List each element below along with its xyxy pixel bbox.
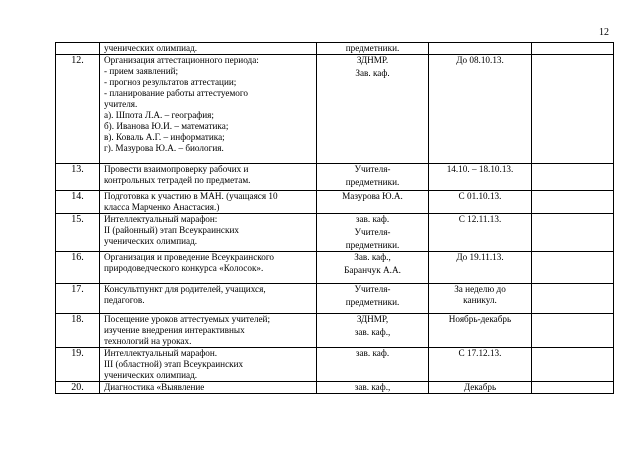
note-cell (532, 191, 614, 214)
note-cell (532, 252, 614, 284)
table-row (56, 382, 614, 394)
task-cell-line: контрольных тетрадей по предметам. (104, 175, 251, 185)
responsible-cell (317, 191, 429, 214)
responsible-cell (317, 314, 429, 348)
responsible-cell (317, 252, 429, 284)
row-number: 16. (56, 252, 100, 284)
row-number: 14. (56, 191, 100, 214)
task-cell-line: Организация и проведение Всеукраинского (104, 252, 275, 262)
responsible-cell (317, 164, 429, 191)
task-cell-line: ученических олимпиад. (104, 43, 198, 53)
note-cell (532, 55, 614, 164)
row-number: 17. (56, 284, 100, 314)
task-cell-line: Интеллектуальный марафон. (104, 348, 218, 358)
deadline-cell-line: каникул. (463, 295, 497, 305)
responsible-cell-line: зав. каф. (355, 214, 390, 224)
task-cell-line: - прием заявлений; (104, 66, 179, 76)
row-number: 18. (56, 314, 100, 348)
task-cell-line: Организация аттестационного периода: (104, 55, 259, 65)
responsible-cell (317, 348, 429, 382)
row-number: 13. (56, 164, 100, 191)
responsible-cell (317, 55, 429, 164)
task-cell-line: - планирование работы аттестуемого (104, 88, 249, 98)
deadline-cell (429, 214, 532, 252)
task-cell-line: Интеллектуальный марафон: (104, 214, 218, 224)
row-number: 15. (56, 214, 100, 252)
responsible-cell-line: Зав. каф., (354, 252, 391, 262)
row-number: 12. (56, 55, 100, 164)
task-cell (100, 214, 317, 252)
deadline-cell-line: С 12.11.13. (458, 214, 502, 224)
work-plan-table (55, 42, 614, 394)
task-cell (100, 252, 317, 284)
responsible-cell-line: предметники. (345, 43, 400, 53)
task-cell-line: в). Коваль А.Г. – информатика; (104, 132, 225, 142)
deadline-cell (429, 284, 532, 314)
table-row (56, 252, 614, 284)
note-cell (532, 214, 614, 252)
responsible-cell-line: предметники. (345, 240, 400, 250)
deadline-cell (429, 55, 532, 164)
task-cell-line: ученических олимпиад. (104, 236, 198, 246)
deadline-cell-line: Декабрь (463, 382, 497, 392)
task-cell-line: технологий на уроках. (104, 336, 192, 346)
note-cell (532, 348, 614, 382)
task-cell (100, 191, 317, 214)
deadline-cell-line: За неделю до (454, 284, 506, 294)
task-cell-line: III (областной) этап Всеукраинских (104, 359, 244, 369)
note-cell (532, 314, 614, 348)
task-cell (100, 55, 317, 164)
task-cell-line: класса Марченко Анастасия.) (104, 202, 220, 212)
responsible-cell-line: зав. каф., (354, 382, 391, 392)
page-number: 12 (599, 27, 609, 38)
task-cell-line: II (районный) этап Всеукраинских (104, 225, 239, 235)
task-cell-line: изучение внедрения интерактивных (104, 325, 245, 335)
task-cell-line: Консультпункт для родителей, учащихся, (104, 284, 266, 294)
responsible-cell-line: ЗДНМР, (356, 314, 389, 324)
task-cell (100, 348, 317, 382)
row-number: 20. (56, 382, 100, 394)
note-cell (532, 382, 614, 394)
note-cell (532, 284, 614, 314)
task-cell-line: г). Мазурова Ю.А. – биология. (104, 143, 224, 153)
deadline-cell-line: До 19.11.13. (456, 252, 504, 262)
table-row (56, 284, 614, 314)
deadline-cell-line: С 17.12.13. (458, 348, 502, 358)
row-number: 19. (56, 348, 100, 382)
deadline-cell-line: С 01.10.13. (458, 191, 502, 201)
responsible-cell (317, 214, 429, 252)
task-cell-line: Провести взаимопроверку рабочих и (104, 164, 249, 174)
table-row (56, 214, 614, 252)
responsible-cell-line: ЗДНМР. (356, 55, 389, 65)
task-cell-line: ученических олимпиад. (104, 370, 198, 380)
table-row (56, 191, 614, 214)
task-cell-line: педагогов. (104, 295, 145, 305)
task-cell (100, 164, 317, 191)
responsible-cell-line: Учителя- (354, 284, 391, 294)
table-row (56, 43, 614, 55)
table-row (56, 348, 614, 382)
task-cell-line: природоведческого конкурса «Колосок». (104, 263, 264, 273)
task-cell-line: Подготовка к участию в МАН. (учащаяся 10 (104, 191, 278, 201)
deadline-cell (429, 314, 532, 348)
task-cell-line: учителя. (104, 99, 138, 109)
deadline-cell-line: До 08.10.13. (456, 55, 504, 65)
responsible-cell-line: Баранчук А.А. (344, 265, 401, 275)
deadline-cell (429, 252, 532, 284)
deadline-cell (429, 43, 532, 55)
work-plan-body (56, 43, 614, 394)
deadline-cell (429, 348, 532, 382)
responsible-cell (317, 43, 429, 55)
note-cell (532, 164, 614, 191)
responsible-cell-line: Зав. каф. (355, 68, 390, 78)
responsible-cell-line: предметники. (345, 297, 400, 307)
deadline-cell (429, 382, 532, 394)
task-cell-line: Диагностика «Выявление (104, 382, 205, 392)
deadline-cell-line: 14.10. – 18.10.13. (446, 164, 514, 174)
task-cell (100, 284, 317, 314)
responsible-cell-line: предметники. (345, 177, 400, 187)
row-number (56, 43, 100, 55)
task-cell-line: - прогноз результатов аттестации; (104, 77, 237, 87)
deadline-cell (429, 191, 532, 214)
task-cell (100, 382, 317, 394)
note-cell (532, 43, 614, 55)
task-cell-line: Посещение уроков аттестуемых учителей; (104, 314, 271, 324)
deadline-cell (429, 164, 532, 191)
responsible-cell-line: зав. каф., (354, 327, 391, 337)
task-cell-line: а). Шпота Л.А. – география; (104, 110, 214, 120)
table-row (56, 164, 614, 191)
deadline-cell-line: Ноябрь-декабрь (448, 314, 512, 324)
table-row (56, 314, 614, 348)
responsible-cell (317, 284, 429, 314)
responsible-cell-line: Мазурова Ю.А. (342, 191, 403, 201)
table-row (56, 55, 614, 164)
responsible-cell-line: зав. каф. (355, 348, 390, 358)
task-cell (100, 314, 317, 348)
responsible-cell-line: Учителя- (354, 227, 391, 237)
responsible-cell-line: Учителя- (354, 164, 391, 174)
responsible-cell (317, 382, 429, 394)
task-cell-line: б). Иванова Ю.И. – математика; (104, 121, 229, 131)
task-cell (100, 43, 317, 55)
